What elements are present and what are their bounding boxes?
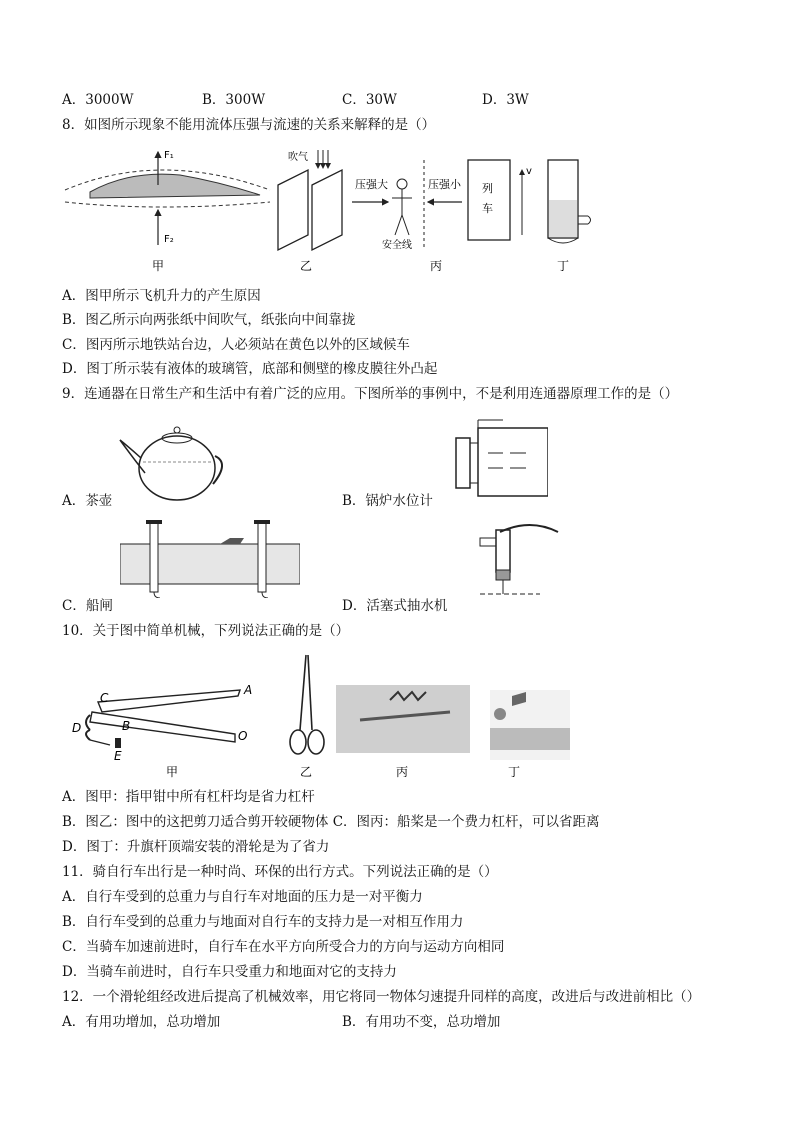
q8-option-d: D．图丁所示装有液体的玻璃管，底部和侧壁的橡皮膜往外凸起 [62,361,438,377]
q11-stem: 11．骑自行车出行是一种时尚、环保的出行方式。下列说法正确的是（） [62,864,498,880]
q7-option-d: D．3W [482,92,529,108]
q10-figure [60,650,580,780]
low-pressure-label: 压强小 [428,178,461,191]
f2-label: F₂ [164,234,174,245]
fig10-label-yi: 乙 [300,765,313,779]
platform-diagram [352,160,532,273]
teapot-figure [115,418,230,503]
fig8-label-bing: 丙 [430,259,443,273]
point-e-label: E [114,749,122,763]
point-b-label: B [122,719,131,733]
point-d-label: D [72,721,82,735]
flag-raising-photo [490,690,570,779]
boiler-gauge-figure [448,418,548,498]
q10-stem: 10．关于图中简单机械，下列说法正确的是（） [62,623,350,639]
q9-option-c: C．船闸 [62,598,113,614]
q11-option-a: A．自行车受到的总重力与自行车对地面的压力是一对平衡力 [62,889,423,905]
scissors-diagram [290,655,324,779]
q7-option-c: C．30W [342,92,397,108]
train-label-2: 车 [482,202,493,215]
airfoil-diagram [65,150,270,273]
blow-label: 吹气 [288,152,308,163]
q9-option-b: B．锅炉水位计 [342,493,433,509]
point-a-label: A [244,683,253,697]
q7-option-b: B．300W [202,92,266,108]
q8-stem: 8．如图所示现象不能用流体压强与流速的关系来解释的是（） [62,117,436,133]
q9-option-d: D．活塞式抽水机 [342,598,448,614]
train-label-1: 列 [482,182,493,195]
q11-option-d: D．当骑车前进时，自行车只受重力和地面对它的支持力 [62,964,397,980]
fig10-label-jia: 甲 [166,765,179,779]
q10-option-a: A．图甲：指甲钳中所有杠杆均是省力杠杆 [62,789,315,805]
q7-option-a: A．3000W [62,92,134,108]
piston-pump-figure [460,518,560,600]
q11-option-c: C．当骑车加速前进时，自行车在水平方向所受合力的方向与运动方向相同 [62,939,505,955]
q8-option-b: B．图乙所示向两张纸中间吹气，纸张向中间靠拢 [62,312,356,328]
fig10-label-ding: 丁 [508,765,521,779]
safety-line-label: 安全线 [382,240,412,251]
q10-option-bc: B．图乙：图中的这把剪刀适合剪开较硬物体 C．图丙：船桨是一个费力杠杆，可以省距离 [62,814,600,830]
velocity-label: v [526,166,532,177]
fig8-label-yi: 乙 [300,259,313,273]
rowing-photo [336,685,470,779]
q8-option-a: A．图甲所示飞机升力的产生原因 [62,288,261,304]
q9-stem: 9．连通器在日常生产和生活中有着广泛的应用。下图所举的事例中，不是利用连通器原理工作的是（） [62,386,679,402]
q11-option-b: B．自行车受到的总重力与地面对自行车的支持力是一对相互作用力 [62,914,464,930]
q8-option-c: C．图丙所示地铁站台边，人必须站在黄色以外的区域候车 [62,337,410,353]
q12-option-b: B．有用功不变，总功增加 [342,1014,501,1030]
fig8-label-jia: 甲 [152,259,165,273]
nail-clipper-diagram [72,683,252,779]
paper-diagram [278,150,342,273]
q8-figure [60,140,600,280]
q12-option-a: A．有用功增加，总功增加 [62,1014,221,1030]
q9-option-a: A．茶壶 [62,493,113,509]
ship-lock-figure [120,516,300,598]
fig10-label-bing: 丙 [396,765,409,779]
fig8-label-ding: 丁 [557,259,570,273]
q10-option-d: D．图丁：升旗杆顶端安装的滑轮是为了省力 [62,839,330,855]
q12-stem: 12．一个滑轮组经改进后提高了机械效率，用它将同一物体匀速提升同样的高度，改进后与改进前相比（） [62,989,701,1005]
point-c-label: C [100,691,109,705]
high-pressure-label: 压强大 [355,178,388,191]
point-o-label: O [238,729,248,743]
f1-label: F₁ [164,150,174,161]
glass-tube-diagram [548,160,591,273]
